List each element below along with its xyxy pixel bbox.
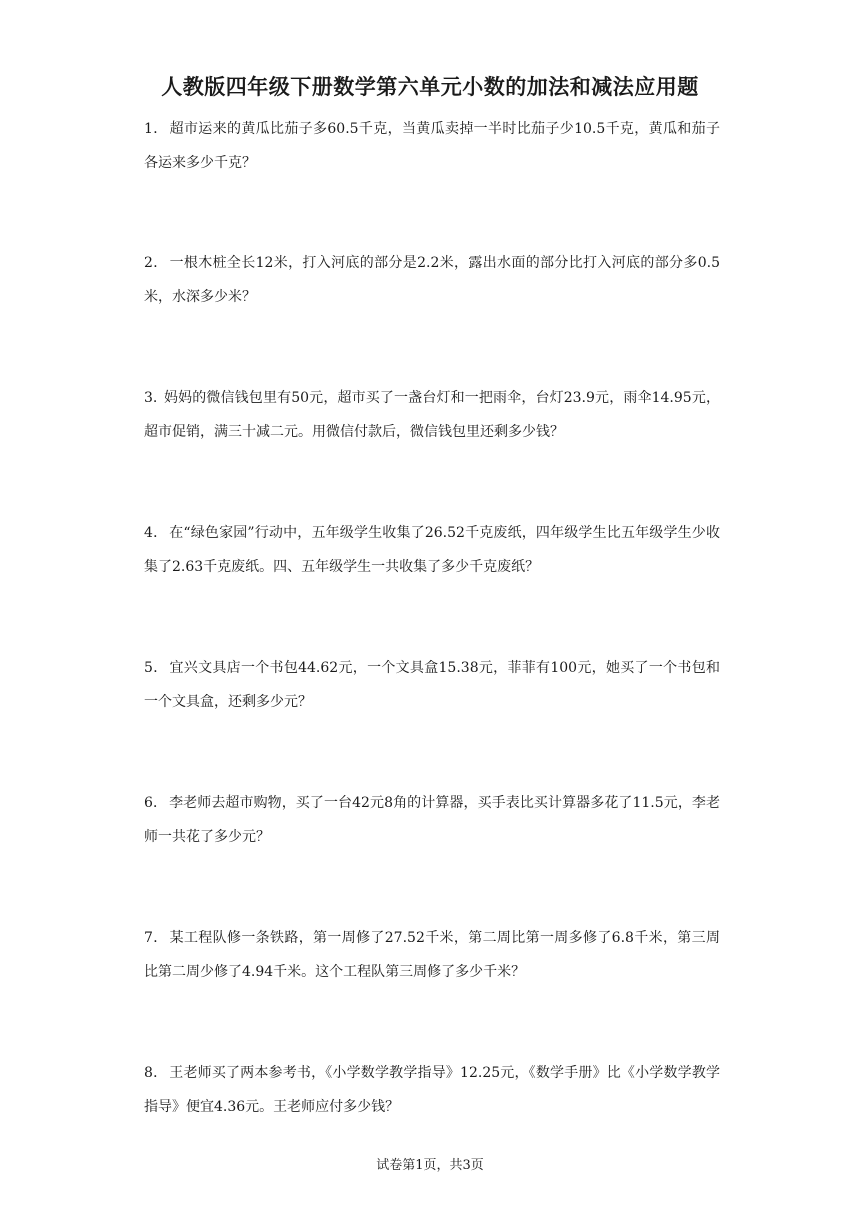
question-number: 1． — [144, 121, 168, 137]
question-text: 宜兴文具店一个书包44.62元，一个文具盒15.38元，菲菲有100元，她买了一个书包和一个文具盒，还剩多少元？ — [144, 660, 720, 710]
question-6 — [144, 786, 720, 854]
page-title: 人教版四年级下册数学第六单元小数的加法和减法应用题 — [161, 75, 699, 99]
question-2 — [144, 246, 720, 314]
question-3 — [144, 381, 720, 449]
question-7 — [144, 921, 720, 989]
question-8 — [144, 1056, 720, 1124]
question-text: 一根木桩全长12米，打入河底的部分是2.2米，露出水面的部分比打入河底的部分多0.5米，水深多少米？ — [144, 255, 720, 305]
question-number: 5． — [144, 660, 168, 676]
question-number: 2． — [144, 255, 168, 271]
question-number: 7． — [144, 930, 168, 946]
question-5 — [144, 651, 720, 719]
question-text: 在“绿色家园”行动中，五年级学生收集了26.52千克废纸，四年级学生比五年级学生少收集了2.63千克废纸。四、五年级学生一共收集了多少千克废纸？ — [144, 525, 720, 575]
question-number: 8． — [144, 1065, 168, 1081]
question-text: 王老师买了两本参考书，《小学数学教学指导》12.25元，《数学手册》比《小学数学教学指导》便宜4.36元。王老师应付多少钱？ — [144, 1065, 720, 1115]
question-text: 李老师去超市购物，买了一台42元8角的计算器，买手表比买计算器多花了11.5元，李老师一共花了多少元？ — [144, 795, 720, 845]
question-text: 妈妈的微信钱包里有50元，超市买了一盏台灯和一把雨伞，台灯23.9元，雨伞14.95元，超市促销，满三十减二元。用微信付款后，微信钱包里还剩多少钱？ — [144, 390, 720, 440]
page-footer: 试卷第1页，共3页 — [376, 1158, 484, 1173]
question-text: 超市运来的黄瓜比茄子多60.5千克，当黄瓜卖掉一半时比茄子少10.5千克，黄瓜和茄子各运来多少千克？ — [144, 121, 720, 171]
question-text: 某工程队修一条铁路，第一周修了27.52千米，第二周比第一周多修了6.8千米，第三周比第二周少修了4.94千米。这个工程队第三周修了多少千米？ — [144, 930, 720, 980]
question-number: 6． — [144, 795, 168, 811]
question-1 — [144, 112, 720, 180]
question-4 — [144, 516, 720, 584]
question-number: 4． — [144, 525, 168, 541]
question-number: 3. — [144, 390, 162, 406]
